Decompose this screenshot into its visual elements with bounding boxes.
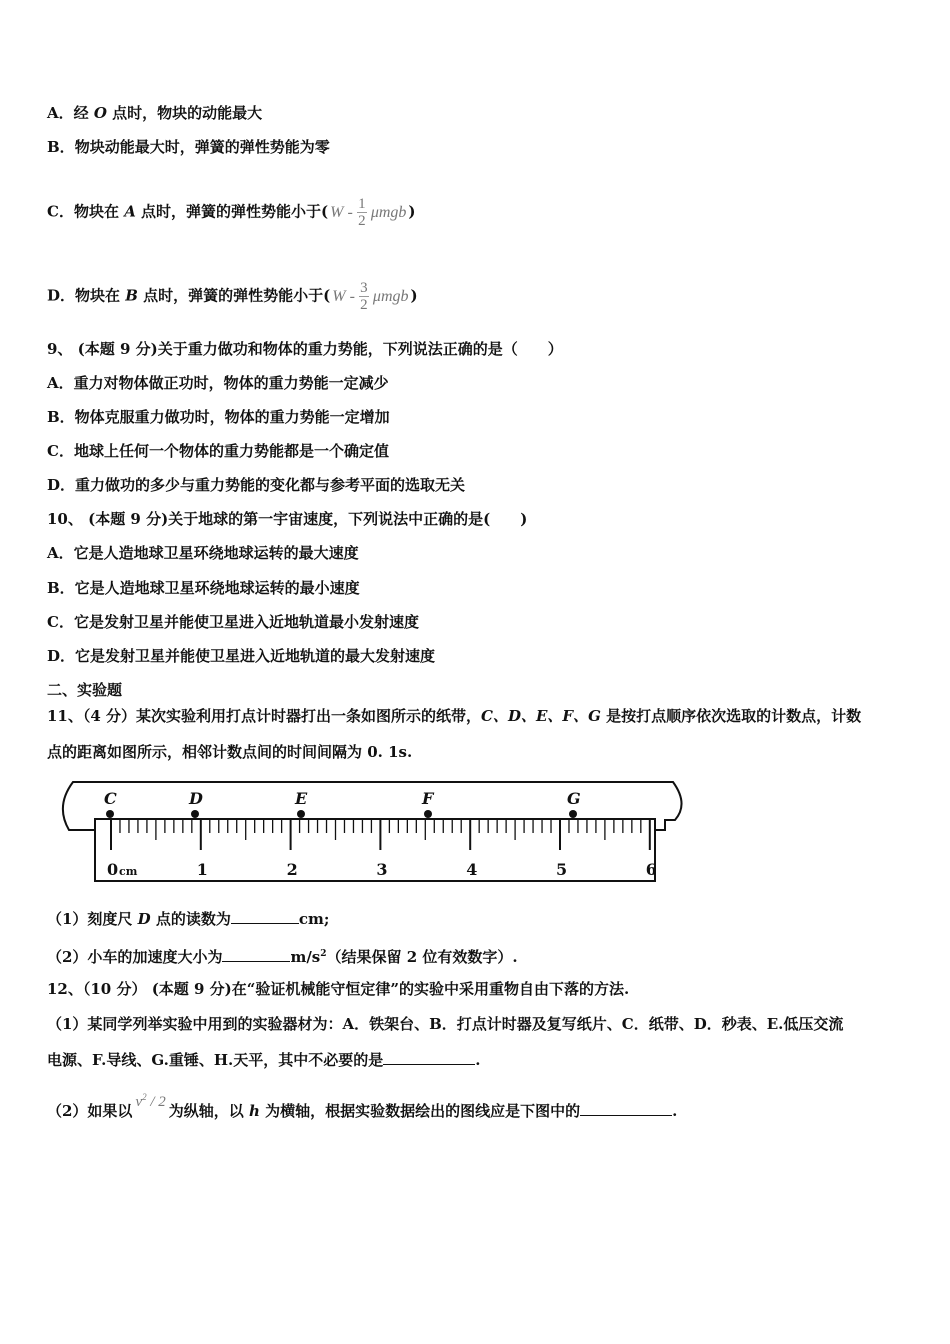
tape-dot-G [569, 810, 577, 818]
q11-stem-line1: 11、（4 分）某次实验利用打点计时器打出一条如图所示的纸带，C、D、E、F、G 是按打点顺序依次选取的计数点，计数 [47, 707, 862, 725]
v-squared-over-2: $v^2 / 2$ [135, 1092, 166, 1110]
answer-blank-unneeded-equipment[interactable] [383, 1050, 475, 1065]
q11-sub2: （2）小车的加速度大小为 $m/s^2$（结果保留 2 位有效数字）. [47, 948, 518, 966]
ruler-unit-label: cm [119, 865, 138, 878]
ruler-body [95, 819, 655, 881]
q9-option-c: C．地球上任何一个物体的重力势能都是一个确定值 [47, 442, 389, 460]
section-title: 二、实验题 [47, 681, 123, 699]
q10-option-d: D．它是发射卫星并能使卫星进入近地轨道的最大发射速度 [47, 647, 436, 665]
q8-option-c: C．物块在 A 点时，弹簧的弹性势能小于( W - 1 2 μmgb ) [47, 196, 416, 229]
q9-option-a: A．重力对物体做正功时，物体的重力势能一定减少 [47, 374, 389, 392]
q10-option-a: A．它是人造地球卫星环绕地球运转的最大速度 [47, 544, 359, 562]
ruler-label-2: 2 [286, 860, 298, 879]
answer-blank-acceleration[interactable] [222, 947, 290, 962]
tape-label-G: G [567, 789, 581, 808]
answer-blank-d-reading[interactable] [231, 909, 299, 924]
ruler-label-0: 0 [107, 860, 119, 879]
q12-stem: 12、（10 分） (本题 9 分)在“验证机械能守恒定律”的实验中采用重物自由下落的方法. [47, 980, 630, 998]
ruler-label-4: 4 [466, 860, 478, 879]
q12-sub1-line2: 电源、F.导线、G.重锤、H.天平，其中不必要的是 . [47, 1051, 481, 1069]
q12-sub2: （2）如果以 $v^2 / 2$ 为纵轴，以 h 为横轴，根据实验数据绘出的图线应是下图中的 . [47, 1092, 678, 1120]
q8-option-b: B．物块动能最大时，弹簧的弹性势能为零 [47, 138, 330, 156]
q9-option-b: B．物体克服重力做功时，物体的重力势能一定增加 [47, 408, 390, 426]
ruler-tape-figure [55, 778, 685, 888]
q10-option-b: B．它是人造地球卫星环绕地球运转的最小速度 [47, 579, 360, 597]
tape-dot-E [297, 810, 305, 818]
q12-sub1-line1: （1）某同学列举实验中用到的实验器材为：A．铁架台、B．打点计时器及复写纸片、C．纸带、D．秒表、E.低压交流 [47, 1015, 844, 1033]
ruler-label-3: 3 [376, 860, 388, 879]
q8-option-a: A．经 O 点时，物块的动能最大 [47, 104, 263, 122]
formula-d: W - 3 2 μmgb [332, 280, 409, 313]
ruler-label-6: 6 [645, 860, 657, 879]
tape-label-F: F [422, 789, 434, 808]
ruler-label-5: 5 [556, 860, 568, 879]
q11-sub1: （1）刻度尺 D 点的读数为 cm; [47, 910, 330, 928]
tape-label-D: D [189, 789, 203, 808]
q9-stem: 9、 (本题 9 分)关于重力做功和物体的重力势能，下列说法正确的是（ ） [47, 340, 563, 358]
tape-label-C: C [104, 789, 117, 808]
ruler-label-1: 1 [196, 860, 208, 879]
tape-dot-C [106, 810, 114, 818]
tape-dot-F [424, 810, 432, 818]
q11-stem-line2: 点的距离如图所示，相邻计数点间的时间间隔为 0. 1s. [47, 743, 413, 761]
q10-stem: 10、 (本题 9 分)关于地球的第一宇宙速度，下列说法中正确的是( ) [47, 510, 528, 528]
q9-option-d: D．重力做功的多少与重力势能的变化都与参考平面的选取无关 [47, 476, 466, 494]
tape-label-E: E [295, 789, 308, 808]
tape-dot-D [191, 810, 199, 818]
answer-blank-graph[interactable] [580, 1101, 672, 1116]
q8-option-d: D．物块在 B 点时，弹簧的弹性势能小于( W - 3 2 μmgb ) [47, 280, 418, 313]
formula-c: W - 1 2 μmgb [330, 196, 407, 229]
q10-option-c: C．它是发射卫星并能使卫星进入近地轨道最小发射速度 [47, 613, 419, 631]
